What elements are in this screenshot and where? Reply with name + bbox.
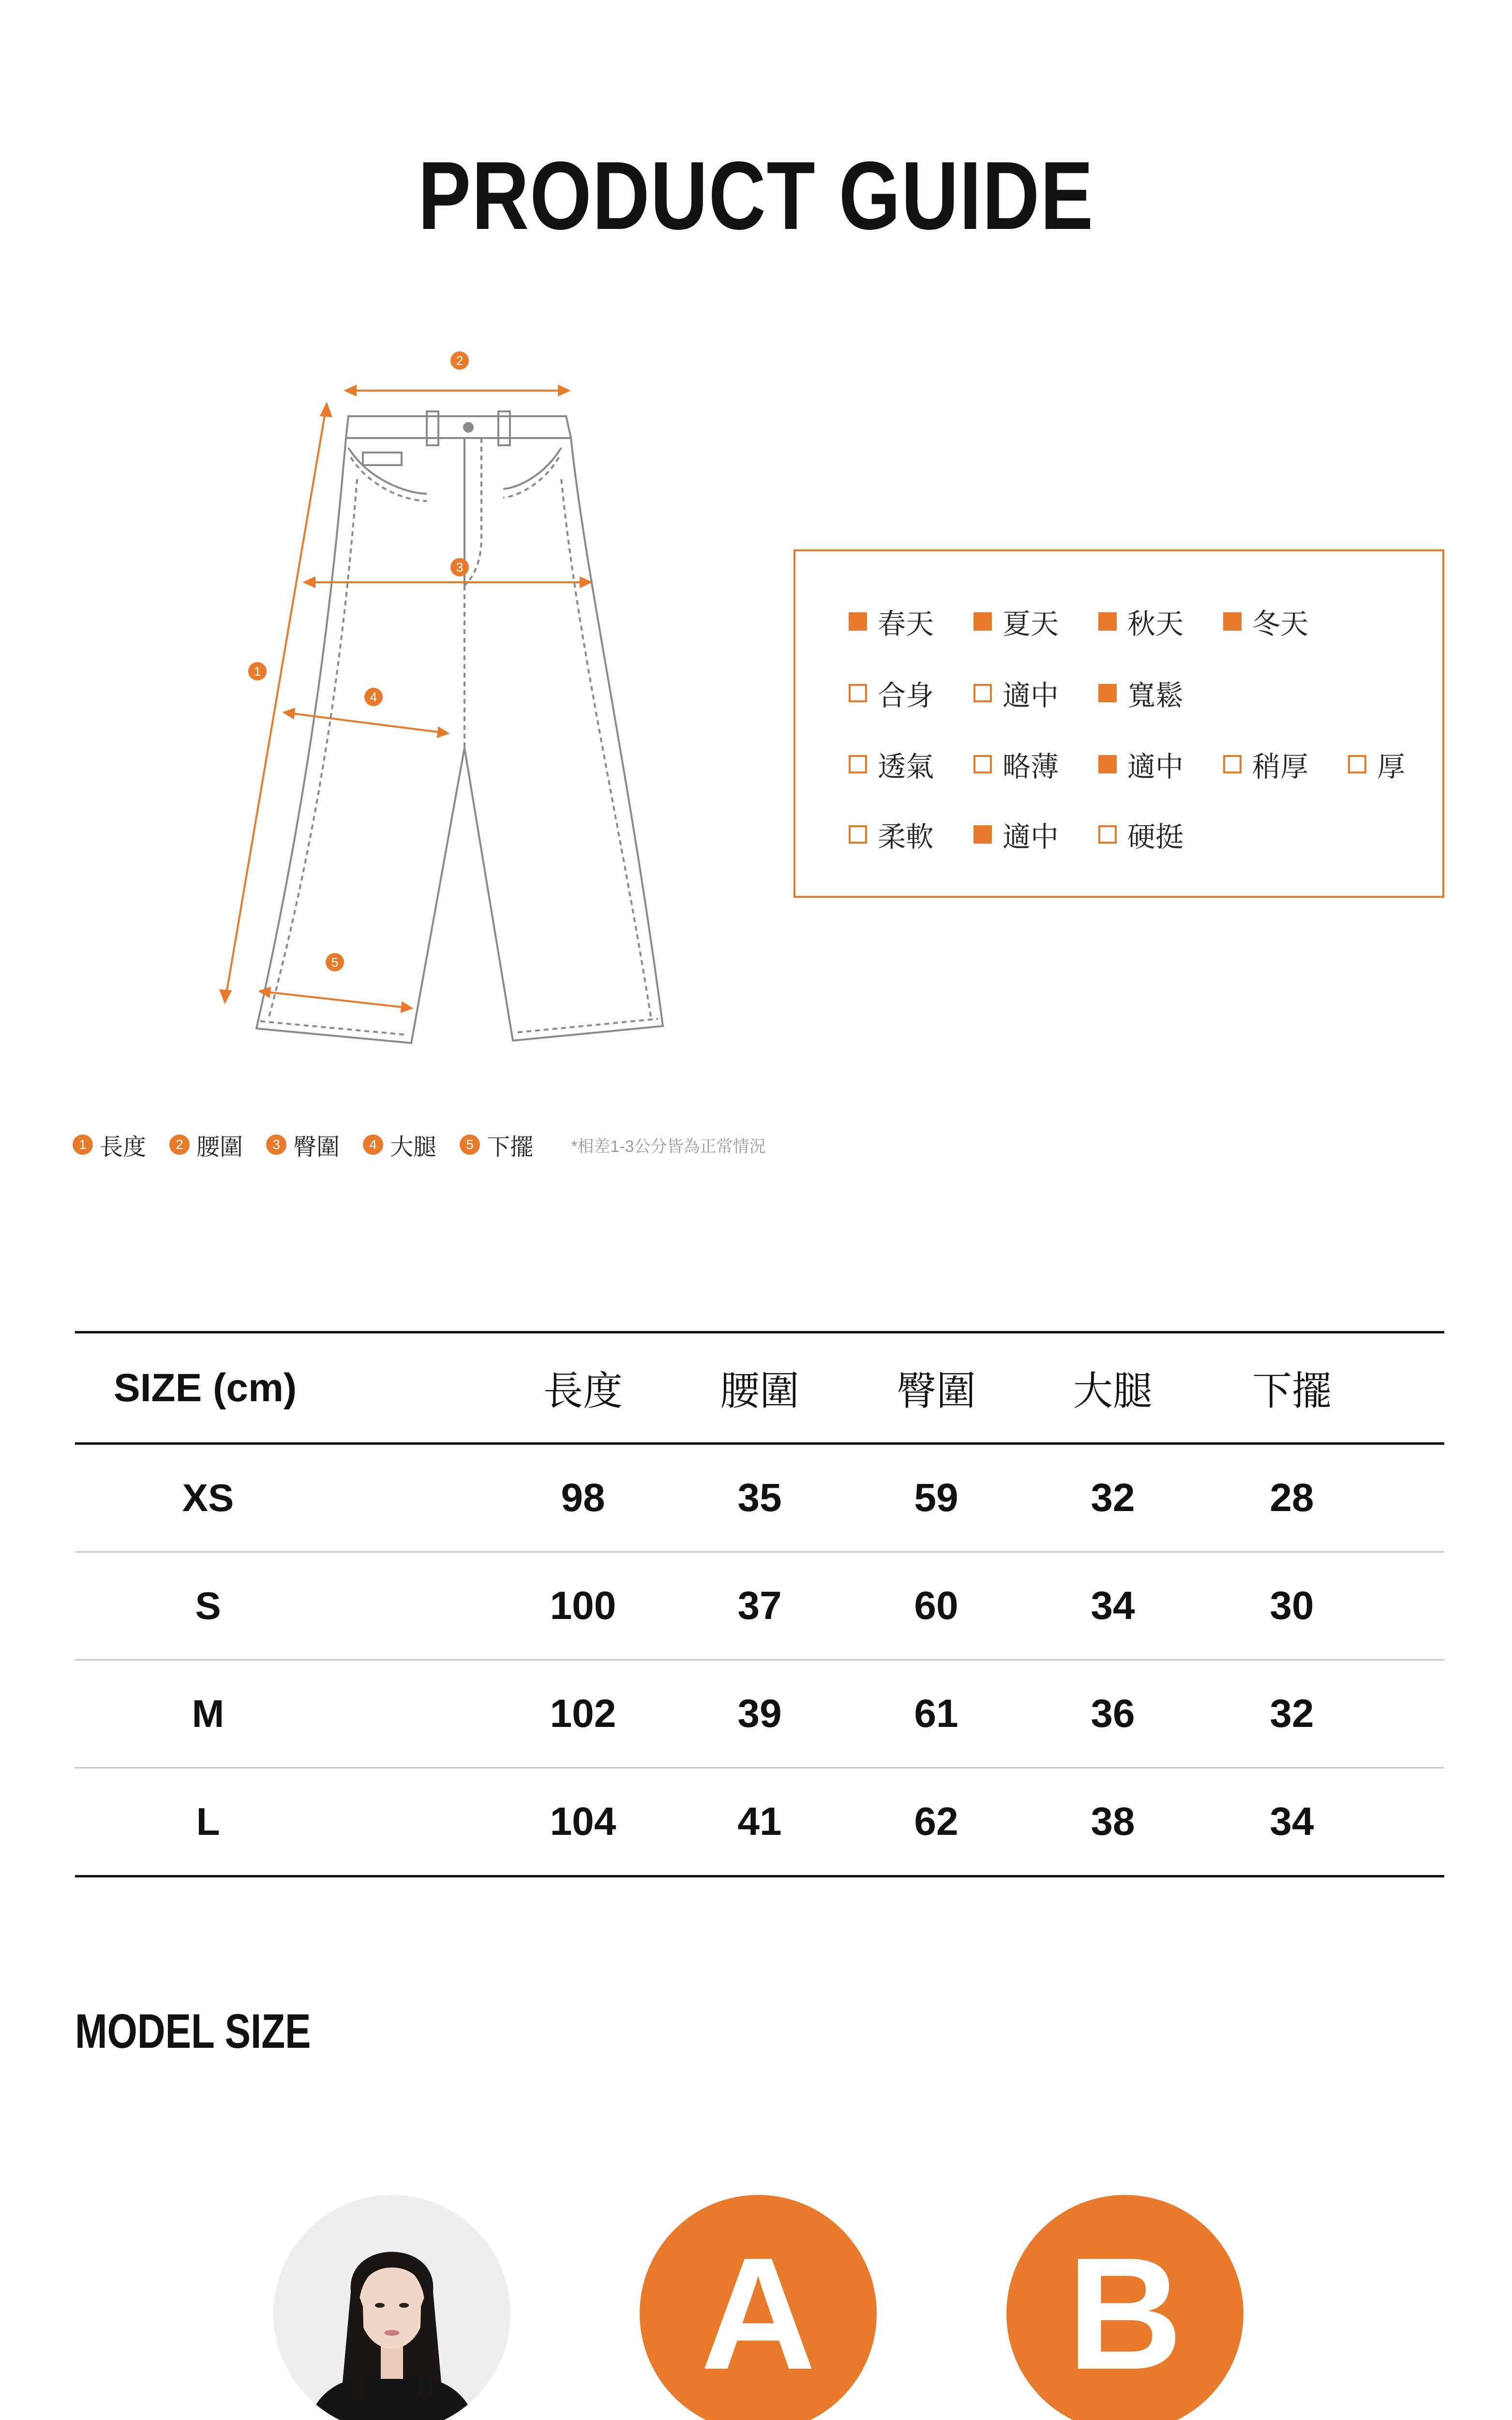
table-row [75,1661,1444,1769]
option-spring: 春天 [849,601,973,642]
legend-hip: 3 臀圍 [266,1128,340,1162]
option-breathable: 透氣 [849,744,973,785]
value-cell: 34 [1091,1584,1135,1628]
number-5-icon: 5 [460,1134,480,1155]
option-thin: 略薄 [973,744,1098,785]
size-cell: XS [182,1476,234,1519]
model-letter-avatar: B [1006,2195,1243,2420]
option-soft: 柔軟 [849,814,973,855]
legend-thigh: 4 大腿 [363,1128,436,1162]
check-square-icon [1098,755,1117,773]
value-cell: 38 [1091,1800,1135,1844]
pants-outline-icon [203,334,687,1070]
season-row [849,602,1348,641]
column-header-thigh: 大腿 [1073,1369,1153,1413]
empty-square-icon [973,755,992,773]
model-letter-avatar: A [640,2195,877,2420]
marker-5: 5 [331,955,339,969]
value-cell: 37 [737,1584,782,1628]
marker-2: 2 [456,353,464,368]
size-header: SIZE (cm) [114,1365,297,1410]
value-cell: 60 [914,1584,958,1628]
model-size-title: MODEL SIZE [75,2004,311,2058]
fit-row [849,674,1223,712]
value-cell: 102 [550,1692,616,1736]
size-cell: L [196,1800,220,1843]
option-loose: 寬鬆 [1098,673,1223,713]
measurement-legend [73,1128,765,1162]
option-slightly-thick: 稍厚 [1223,744,1348,785]
option-winter: 冬天 [1223,601,1348,642]
option-thick: 厚 [1348,744,1416,785]
fabric-info-box [793,549,1444,898]
value-cell: 35 [737,1476,782,1520]
check-square-icon [973,612,992,631]
column-header-hip: 臀圍 [896,1369,976,1413]
size-cell: S [195,1584,221,1627]
marker-1: 1 [254,664,261,679]
size-table [75,1331,1444,1877]
value-cell: 100 [550,1584,616,1628]
table-header-row [75,1331,1444,1445]
empty-square-icon [973,684,992,702]
person-portrait-icon [273,2195,510,2420]
option-regular-fit: 適中 [973,673,1098,713]
value-cell: 32 [1270,1692,1314,1736]
column-header-length: 長度 [543,1369,623,1413]
check-square-icon [973,825,992,844]
number-2-icon: 2 [169,1134,190,1155]
option-medium-softness: 適中 [973,814,1098,855]
page-title: PRODUCT GUIDE [418,142,1094,250]
number-3-icon: 3 [266,1134,286,1155]
value-cell: 39 [737,1692,782,1736]
number-4-icon: 4 [363,1134,383,1155]
table-row [75,1769,1444,1877]
value-cell: 32 [1091,1476,1135,1520]
value-cell: 36 [1091,1692,1135,1736]
value-cell: 62 [914,1800,958,1844]
value-cell: 30 [1270,1584,1314,1628]
empty-square-icon [849,684,867,702]
empty-square-icon [849,755,867,773]
empty-square-icon [1098,825,1117,844]
option-medium-thickness: 適中 [1098,744,1223,785]
table-row [75,1445,1444,1553]
empty-square-icon [849,825,867,844]
option-autumn: 秋天 [1098,601,1223,642]
legend-hem: 5 下擺 [460,1128,533,1162]
value-cell: 104 [550,1800,616,1844]
model-photo-avatar [273,2195,510,2420]
legend-waist: 2 腰圍 [169,1128,243,1162]
table-row [75,1553,1444,1661]
value-cell: 59 [914,1476,958,1520]
value-cell: 98 [561,1476,605,1520]
option-stiff: 硬挺 [1098,814,1223,855]
check-square-icon [1223,612,1242,631]
legend-length: 1 長度 [73,1128,146,1162]
check-square-icon [1098,612,1117,631]
value-cell: 61 [914,1692,958,1736]
value-cell: 28 [1270,1476,1314,1520]
thickness-row [849,745,1416,784]
marker-3: 3 [456,560,464,575]
value-cell: 41 [737,1800,782,1844]
column-header-waist: 腰圍 [719,1369,799,1413]
column-header-hem: 下擺 [1252,1369,1332,1413]
softness-row [849,815,1223,854]
marker-4: 4 [370,690,377,704]
option-fitted: 合身 [849,673,973,713]
check-square-icon [1098,684,1117,702]
option-summer: 夏天 [973,601,1098,642]
empty-square-icon [1223,755,1242,773]
empty-square-icon [1348,755,1366,773]
check-square-icon [849,612,867,631]
tolerance-note: *相差1-3公分皆為正常情況 [571,1137,766,1156]
number-1-icon: 1 [73,1134,93,1155]
size-cell: M [192,1692,225,1735]
value-cell: 34 [1270,1800,1314,1844]
